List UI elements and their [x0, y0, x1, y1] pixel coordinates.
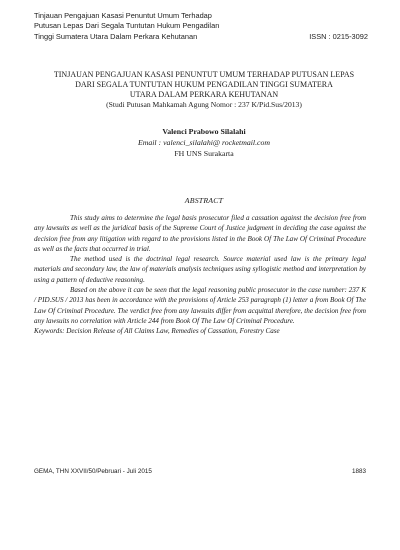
author-email: Email : valenci_silalahi@ rocketmail.com	[137, 138, 271, 147]
footer-journal: GEMA, THN XXVII/50/Pebruari - Juli 2015	[34, 468, 152, 475]
abstract-paragraph-2: The method used is the doctrinal legal research. Source material used law is the primary legal materials and secondary law, the law of materials analysis techniques using syllogistic method and interpretation by using a pattern of deductive reasoning.	[34, 255, 366, 284]
running-header	[34, 11, 374, 42]
header-line-3-row	[34, 32, 374, 42]
paper-subtitle: (Studi Putusan Mahkamah Agung Nomor : 237 K/Pid.Sus/2013)	[106, 100, 302, 109]
abstract-body	[34, 213, 366, 337]
title-line-1: TINJAUAN PENGAJUAN KASASI PENUNTUT UMUM TERHADAP PUTUSAN LEPAS	[53, 70, 355, 79]
issn-label: ISSN : 0215-3092	[309, 31, 368, 41]
header-line-3: Tinggi Sumatera Utara Dalam Perkara Kehutanan	[34, 31, 198, 41]
title-line-3: UTARA DALAM PERKARA KEHUTANAN	[129, 90, 279, 99]
header-line-2: Putusan Lepas Dari Segala Tuntutan Hukum Pengadilan	[34, 21, 220, 31]
abstract-paragraph-3: Based on the above it can be seen that the legal reasoning public prosecutor in the case number: 237 K / PID.SUS / 2013 has been in accordance with the provisions of Article 253 paragraph (1) letter a from Book Of The Law Of Criminal Procedure. The verdict free from any lawsuits differ from acquittal therefore, the decision free from any lawsuits no correlation with Article 244 from Book Of The Law Of Criminal Procedure.	[34, 286, 366, 325]
footer-page-number: 1883	[351, 468, 366, 475]
abstract-heading: ABSTRACT	[184, 196, 224, 205]
paper-title	[34, 70, 374, 110]
page-footer	[34, 468, 366, 475]
author-name: Valenci Prabowo Silalahi	[162, 127, 246, 136]
author-affiliation: FH UNS Surakarta	[174, 149, 234, 158]
abstract-paragraph-1: This study aims to determine the legal basis prosecutor filed a cassation against the decision free from any lawsuits as well as the juridical basis of the Supreme Court of Justice judgment in deciding the case against the decision free from any litigation with regard to the provisions listed in the Book Of The Law Of Criminal Procedure as well as the facts that occurred in trial.	[34, 214, 366, 253]
header-line-1: Tinjauan Pengajuan Kasasi Penuntut Umum Terhadap	[34, 11, 212, 20]
title-line-2: DARI SEGALA TUNTUTAN HUKUM PENGADILAN TINGGI SUMATERA	[75, 80, 333, 89]
abstract-keywords: Keywords: Decision Release of All Claims Law, Remedies of Cassation, Forestry Case	[34, 327, 280, 336]
author-block	[34, 126, 374, 159]
